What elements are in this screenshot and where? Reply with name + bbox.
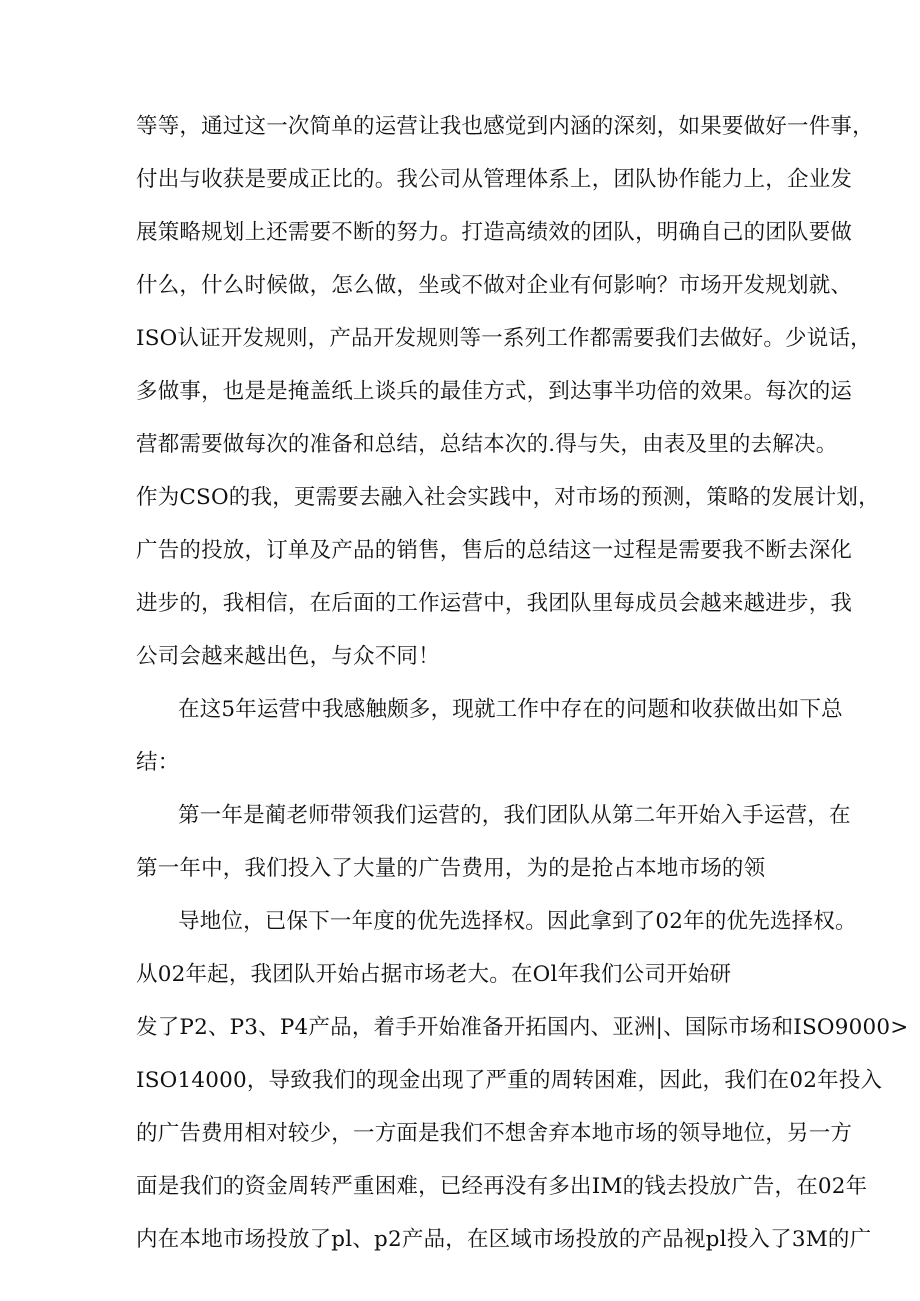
paragraph-line: 作为CSO的我，更需要去融入社会实践中，对市场的预测，策略的发展计划， xyxy=(136,485,880,510)
paragraph-line: 公司会越来越出色，与众不同！ xyxy=(136,644,440,669)
paragraph-line: 从02年起，我团队开始占据市场老大。在Ol年我们公司开始研 xyxy=(136,962,732,987)
paragraph-line: 营都需要做每次的准备和总结，总结本次的.得与失，由表及里的去解决。 xyxy=(136,432,838,457)
paragraph-line: 展策略规划上还需要不断的努力。打造高绩效的团队，明确自己的团队要做 xyxy=(136,220,853,245)
paragraph-line: 广告的投放，订单及产品的销售，售后的总结这一过程是需要我不断去深化 xyxy=(136,538,853,563)
paragraph-line: ISO认证开发规则，产品开发规则等一系列工作都需要我们去做好。少说话， xyxy=(136,326,872,351)
paragraph-line: 内在本地市场投放了pl、p2产品，在区域市场投放的产品视pl投入了3M的广 xyxy=(136,1227,872,1252)
paragraph-line: 第一年中，我们投入了大量的广告费用，为的是抢占本地市场的领 xyxy=(136,856,766,881)
paragraph-line: 导地位，已保下一年度的优先选择权。因此拿到了02年的优先选择权。 xyxy=(178,909,857,934)
paragraph-line: 面是我们的资金周转严重困难，已经再没有多出IM的钱去投放广告，在02年 xyxy=(136,1174,868,1199)
paragraph-line: 进步的，我相信，在后面的工作运营中，我团队里每成员会越来越进步，我 xyxy=(136,591,853,616)
paragraph-line: 等等，通过这一次简单的运营让我也感觉到内涵的深刻，如果要做好一件事， xyxy=(136,114,874,139)
paragraph-line: 结： xyxy=(136,750,180,775)
paragraph-line: 付出与收获是要成正比的。我公司从管理体系上，团队协作能力上，企业发 xyxy=(136,167,853,192)
paragraph-line: 第一年是蔺老师带领我们运营的，我们团队从第二年开始入手运营，在 xyxy=(178,803,851,828)
paragraph-line: 多做事，也是是掩盖纸上谈兵的最佳方式，到达事半功倍的效果。每次的运 xyxy=(136,379,853,404)
paragraph-line: 在这5年运营中我感触颇多，现就工作中存在的问题和收获做出如下总 xyxy=(178,697,843,722)
paragraph-line: 发了P2、P3、P4产品，着手开始准备开拓国内、亚洲|、国际市场和ISO9000> xyxy=(136,1015,909,1040)
paragraph-line: ISO14000，导致我们的现金出现了严重的周转困难，因此，我们在02年投入 xyxy=(136,1068,883,1093)
paragraph-line: 的广告费用相对较少，一方面是我们不想舍弃本地市场的领导地位，另一方 xyxy=(136,1121,853,1146)
paragraph-line: 什么，什么时候做，怎么做，坐或不做对企业有何影响？市场开发规划就、 xyxy=(136,273,853,298)
